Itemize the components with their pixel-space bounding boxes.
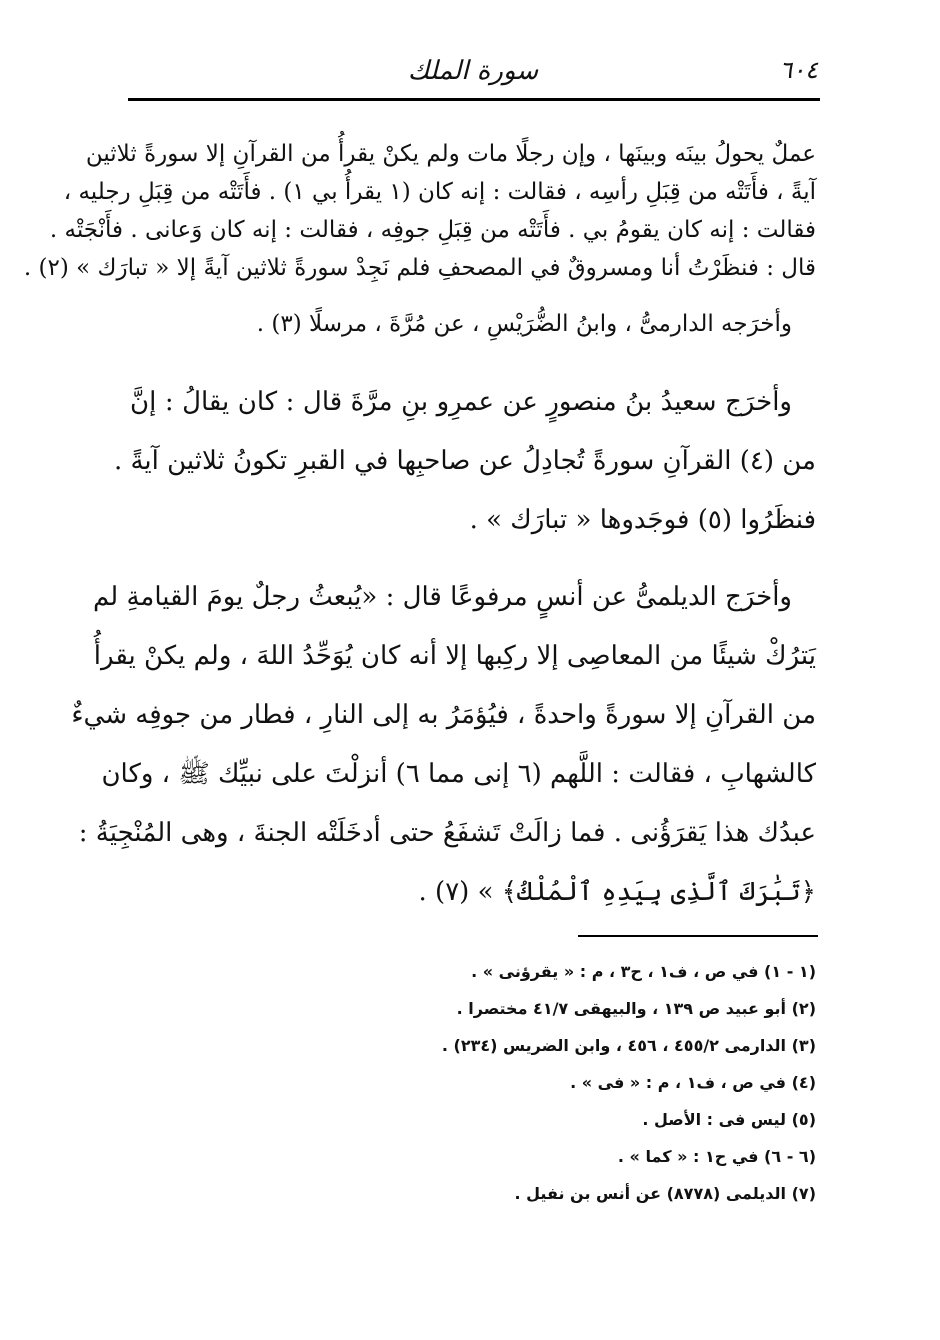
text-line: من القرآنِ إلا سورةً واحدةً ، فيُؤمَرُ به إلى النارِ ، فطار من جوفِه شيءٌ bbox=[71, 700, 816, 730]
footnote: (٢) أبو عبيد ص ١٣٩ ، والبيهقى ٤١/٧ مختصرا . bbox=[456, 999, 816, 1018]
paragraph-2 bbox=[130, 305, 816, 343]
footnote: (٦ - ٦) في ح١ : « كما » . bbox=[617, 1147, 816, 1166]
text-line: وأخرَج الديلمىُّ عن أنسٍ مرفوعًا قال : «يُبعثُ رجلٌ يومَ القيامةِ لم bbox=[92, 582, 792, 612]
footnotes bbox=[130, 953, 816, 1212]
text-line: كالشهابِ ، فقالت : اللَّهم (٦ إنى مما ٦) أنزلْتَ على نبيِّك ﷺ ، وكان bbox=[101, 759, 816, 789]
text-line: عبدُك هذا يَقرَؤُنى . فما زالَتْ تَشفَعُ حتى أدخَلَتْه الجنةَ ، وهى المُنْجِيَةُ : bbox=[78, 818, 816, 848]
text-line: وأخرَج سعيدُ بنُ منصورٍ عن عمرِو بنِ مرَّةَ قال : كان يقالُ : إنَّ bbox=[130, 387, 792, 417]
text-line: عملٌ يحولُ بينَه وبينَها ، وإن رجلًا مات ولم يكنْ يقرأُ من القرآنِ إلا سورةً ثلاثين bbox=[85, 141, 816, 167]
paragraph-4 bbox=[71, 568, 816, 922]
text-line: ﴿تَبَٰرَكَ ٱلَّذِى بِيَدِهِ ٱلْمُلْكُ﴾ » (٧) . bbox=[418, 877, 816, 907]
main-text bbox=[23, 135, 816, 922]
footnote: (٧) الديلمى (٨٧٧٨) عن أنس بن نفيل . bbox=[514, 1184, 816, 1203]
paragraph-1 bbox=[23, 135, 816, 287]
text-line: من (٤) القرآنِ سورةً تُجادِلُ عن صاحبِها في القبرِ تكونُ ثلاثين آيةً . bbox=[113, 446, 816, 476]
text-line: قال : فنظَرْتُ أنا ومسروقٌ في المصحفِ فلم نَجِدْ سورةً ثلاثين آيةً إلا « تبارَك » (٢) . bbox=[23, 255, 816, 281]
header-rule bbox=[128, 98, 820, 101]
footnote: (٥) ليس فى : الأصل . bbox=[642, 1110, 816, 1129]
page-header bbox=[128, 52, 818, 96]
text-line: وأخرَجه الدارمىُّ ، وابنُ الضُّرَيْسِ ، عن مُرَّةَ ، مرسلًا (٣) . bbox=[256, 311, 792, 337]
text-line: آيةً ، فأَتَتْه من قِبَلِ رأسِه ، فقالت : إنه كان (١ يقرأُ بي ١) . فأَتَتْه من قِبَلِ رجليه ، bbox=[63, 179, 816, 205]
text-line: فنظَرُوا (٥) فوجَدوها « تبارَك » . bbox=[469, 505, 816, 535]
text-line: يَترُكْ شيئًا من المعاصِى إلا ركِبها إلا أنه كان يُوَحِّدُ اللهَ ، ولم يكنْ يقرأُ bbox=[93, 641, 816, 671]
text-line: فقالت : إنه كان يقومُ بي . فأَتَتْه من قِبَلِ جوفِه ، فقالت : إنه كان وَعانى . فأَنْجَتْه . bbox=[49, 217, 816, 243]
footnote: (١ - ١) في ص ، ف١ ، ح٣ ، م : « يقرؤنى » . bbox=[471, 962, 816, 981]
footnote: (٤) في ص ، ف١ ، م : « فى » . bbox=[570, 1073, 816, 1092]
surah-title: سورة الملك bbox=[407, 56, 539, 86]
footnote-rule bbox=[578, 935, 818, 937]
footnote: (٣) الدارمى ٤٥٥/٢ ، ٤٥٦ ، وابن الضريس (٢٣٤) . bbox=[441, 1036, 816, 1055]
paragraph-3 bbox=[113, 373, 816, 550]
page-number: ٦٠٤ bbox=[779, 56, 818, 84]
